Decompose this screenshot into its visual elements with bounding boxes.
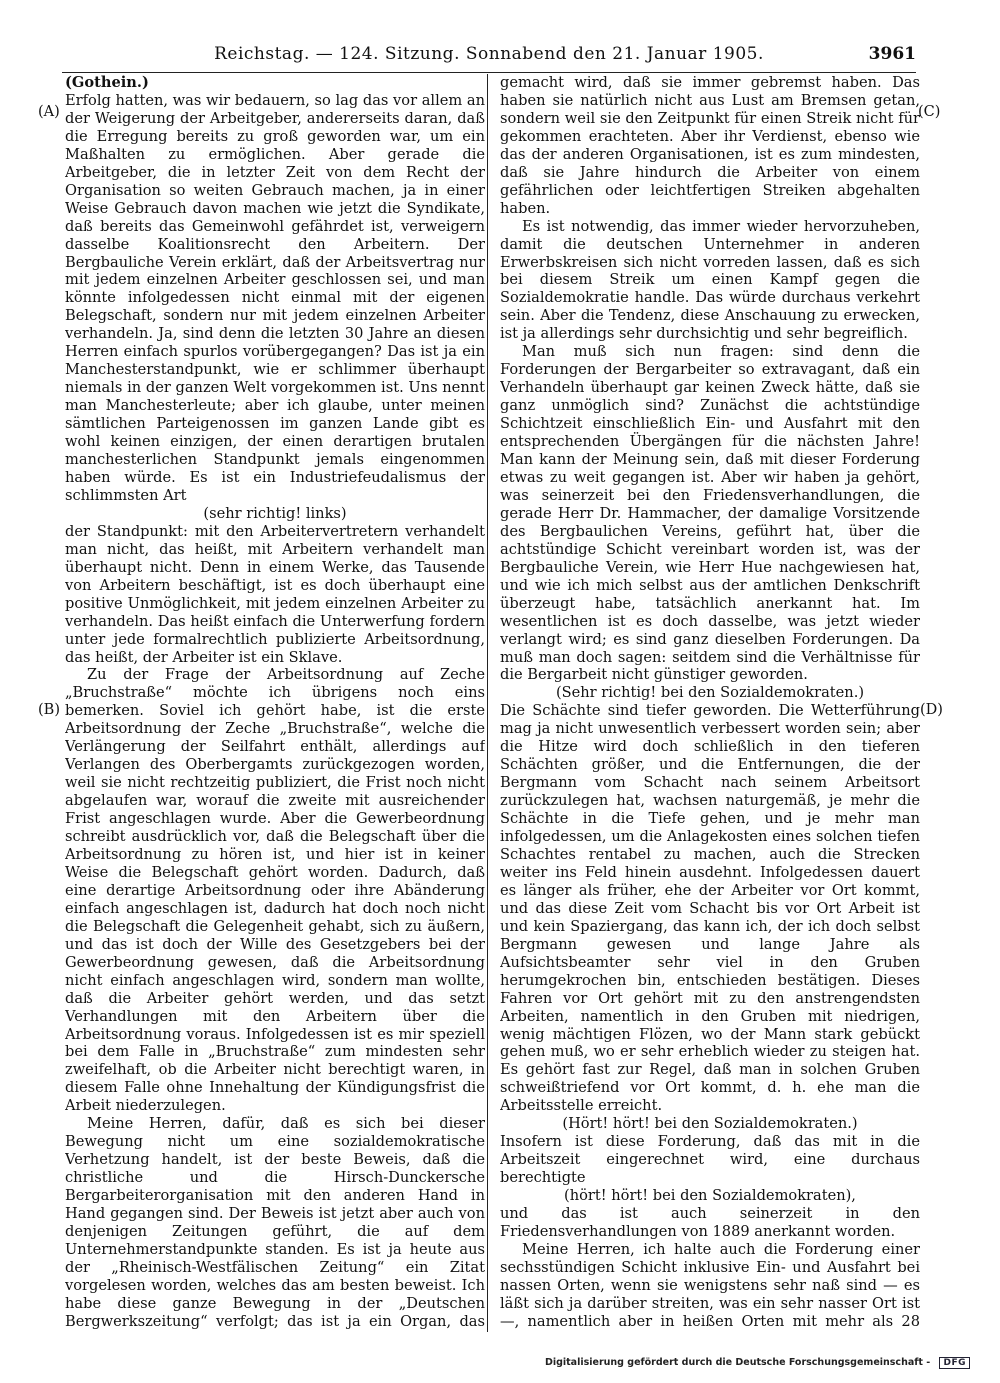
paragraph: Die Schächte sind tiefer geworden. Die Wetterführung mag ja nicht unwesentlich verbessert worden sein; aber die Hitze wird doch schließlich in den tieferen Schächten größer, und die Entfernungen, die der Bergmann vom Schacht nach seinem Arbeitsort zurückzulegen hat, wachsen naturgemäß, je mehr die Schächte in die Tiefe gehen, und je mehr man infolgedessen, um die Anlagekosten eines solchen tiefen Schachtes rentabel zu machen, auch die Strecken weiter ins Feld hinein ausdehnt. Infolgedessen dauert es länger als früher, ehe der Arbeiter vor Ort kommt, und das diese Zeit vom Schacht bis vor Ort Arbeit ist und kein Spaziergang, das kann ich, der ich doch selbst Bergmann gewesen und lange Jahre als Aufsichtsbeamter sehr viel in den Gruben herumgekrochen bin, entschieden bestätigen. Dieses Fahren vor Ort gehört mit zu den anstrengendsten Arbeiten, namentlich in den Gruben mit niedrigen, wenig mächtigen Flözen, wo der Mann stark gebückt gehen muß, wo er sehr erheblich wieder zu steigen hat. Es gehört fast zur Regel, daß man in solchen Gruben schweißtriefend vor Ort kommt, d. h. ehe man die Arbeitsstelle erreicht. bbox=[500, 702, 920, 1115]
left-column bbox=[65, 74, 485, 1332]
header-rule bbox=[62, 72, 916, 73]
paragraph: Zu der Frage der Arbeitsordnung auf Zeche „Bruchstraße“ möchte ich übrigens noch eins bemerken. Soviel ich gehört habe, ist die erste Arbeitsordnung der Zeche „Bruchstraße“, welche die Verlängerung der Seilfahrt enthält, allerdings auf Verlangen des Oberbergamts zurückgezogen worden, weil sie nicht rechtzeitig publiziert, die Frist noch nicht abgelaufen war, worauf die zweite mit ausreichender Frist angeschlagen wurde. Aber die Gewerbeordnung schreibt ausdrücklich vor, daß die Belegschaft über die Arbeitsordnung zu hören ist, und hier ist in keiner Weise die Belegschaft gehört worden. Dadurch, daß eine derartige Arbeitsordnung oder ihre Abänderung einfach angeschlagen ist, dadurch hat doch noch nicht die Belegschaft die Gelegenheit gehabt, sich zu äußern, und das ist doch der Wille des Gesetzgebers bei der Gewerbeordnung gewesen, daß die Arbeitsordnung nicht einfach angeschlagen wird, sondern man wollte, daß die Arbeiter gehört werden, und das setzt Verhandlungen mit den Arbeitern über die Arbeitsordnung voraus. Infolgedessen ist es mir speziell bei dem Falle in „Bruchstraße“ zum mindesten sehr zweifelhaft, ob die Arbeiter nicht berechtigt waren, in diesem Falle ohne Innehaltung der Kündigungsfrist die Arbeit niederzulegen. bbox=[65, 666, 485, 1115]
margin-label-d: (D) bbox=[920, 702, 943, 718]
interjection: (Sehr richtig! bei den Sozialdemokraten.) bbox=[555, 684, 865, 702]
paragraph: gemacht wird, daß sie immer gebremst haben. Das haben sie natürlich nicht aus Lust am Bremsen getan, sondern weil sie den Zeitpunkt für einen Streik nicht für gekommen erachteten. Aber ihr Verdienst, ebenso wie das der anderen Organisationen, ist es zum mindesten, daß sie Jahre hindurch die Arbeiter von einem gefährlichen oder leichtfertigen Streiken abgehalten haben. bbox=[500, 74, 920, 217]
footer-credit bbox=[545, 1357, 970, 1369]
paragraph: Es ist notwendig, das immer wieder hervorzuheben, damit die deutschen Unternehmer in anderen Erwerbskreisen sich nicht vorreden lassen, daß es sich bei diesem Streik um einen Kampf gegen die Sozialdemokratie handle. Das würde durchaus verkehrt sein. Aber die Tendenz, diese Anschauung zu erwecken, ist ja allerdings sehr durchsichtig und sehr begreiflich. bbox=[500, 217, 920, 343]
page-header bbox=[62, 40, 916, 68]
right-column bbox=[500, 74, 920, 1332]
column-divider bbox=[487, 74, 488, 1332]
paragraph: der Standpunkt: mit den Arbeitervertretern verhandelt man nicht, das heißt, mit Arbeitern verhandelt man überhaupt nicht. Denn in einem Werke, das Tausende von Arbeitern beschäftigt, ist es doch überhaupt eine positive Unmöglichkeit, mit jedem einzelnen Arbeiter zu verhandeln. Das heißt einfach die Unterwerfung fordern unter jede formalrechtlich publizierte Arbeitsordnung, das heißt, der Arbeiter ist ein Sklave. bbox=[65, 522, 485, 666]
margin-label-b: (B) bbox=[38, 702, 60, 718]
margin-label-c: (C) bbox=[918, 104, 941, 120]
paragraph: Man muß sich nun fragen: sind denn die Forderungen der Bergarbeiter so extravagant, daß ein Verhandeln überhaupt gar keinen Zweck hätte, daß sie ganz unmöglich sind? Zunächst die achtstündige Schichtzeit einschließlich Ein- und Ausfahrt mit den entsprechenden Übergängen für die nächsten Jahre! Man kann der Meinung sein, daß mit dieser Forderung etwas zu weit gegangen ist. Aber wir haben ja gehört, was seinerzeit bei den Friedensverhandlungen, die gerade Herr Dr. Hammacher, der damalige Vorsitzende des Bergbaulichen Vereins, geführt hat, über die achtstündige Schicht vereinbart worden ist, was der Bergbauliche Verein, wie Herr Hue nachgewiesen hat, und wie ich mich selbst aus der amtlichen Denkschrift überzeugt habe, tatsächlich anerkannt hat. Im wesentlichen ist es doch dasselbe, was jetzt wieder verlangt wird; es sind ganz dieselben Forderungen. Da muß man doch sagen: seitdem sind die Verhältnisse für die Bergarbeit nicht günstiger geworden. bbox=[500, 343, 920, 684]
paragraph: Insofern ist diese Forderung, daß das mit in die Arbeitszeit eingerechnet wird, eine durchaus berechtigte bbox=[500, 1133, 920, 1187]
paragraph: Meine Herren, dafür, daß es sich bei dieser Bewegung nicht um eine sozialdemokratische Verhetzung handelt, ist der beste Beweis, daß die christliche und die Hirsch-Dunckersche Bergarbeiterorganisation mit den anderen Hand in Hand gegangen sind. Der Beweis ist jetzt aber auch von denjenigen Zeitungen geführt, die auf dem Unternehmerstandpunkte standen. Es ist ja heute aus der „Rheinisch-Westfälischen Zeitung“ ein Zitat vorgelesen worden, welches das am besten beweist. Ich habe diese ganze Bewegung in der „Deutschen Bergwerkszeitung“ verfolgt; das ist ja ein Organ, das bbox=[65, 1115, 485, 1330]
interjection: (Hört! hört! bei den Sozialdemokraten.) bbox=[562, 1115, 858, 1133]
running-title: Reichstag. — 124. Sitzung. Sonnabend den 21. Januar 1905. bbox=[214, 44, 764, 64]
interjection: (hört! hört! bei den Sozialdemokraten), bbox=[564, 1187, 856, 1205]
paragraph: Meine Herren, ich halte auch die Forderung einer sechsstündigen Schicht inklusive Ein- und Ausfahrt bei nassen Orten, wenn sie wenigstens sehr naß sind — es läßt sich ja darüber streiten, was ein sehr nasser Ort ist —, namentlich aber in heißen Orten mit mehr als 28 bbox=[500, 1240, 920, 1330]
interjection: (sehr richtig! links) bbox=[203, 504, 347, 522]
page-number: 3961 bbox=[868, 44, 916, 64]
paragraph: Erfolg hatten, was wir bedauern, so lag das vor allem an der Weigerung der Arbeitgeber, andererseits daran, daß die Erregung bereits zu groß geworden war, um ein Maßhalten zu ermöglichen. Aber gerade die Arbeitgeber, die in letzter Zeit von dem Recht der Organisation so weiten Gebrauch machen, ja in einer Weise Gebrauch davon machen wie jetzt die Syndikate, daß bereits das Gemeinwohl gefährdet ist, verweigern dasselbe Koalitionsrecht den Arbeitern. Der Bergbauliche Verein erklärt, daß der Arbeitsvertrag nur mit jedem einzelnen Arbeiter geschlossen sei, und man könnte infolgedessen nicht einmal mit der eigenen Belegschaft, sondern nur mit jedem einzelnen Arbeiter verhandeln. Ja, sind denn die letzten 30 Jahre an diesen Herren einfach spurlos vorübergegangen? Das ist ja ein Manchesterstandpunkt, wie er schlimmer überhaupt niemals in der ganzen Welt vorgekommen ist. Uns nennt man Manchesterleute; aber ich glaube, unter meinen sämtlichen Parteigenossen im ganzen Lande gibt es wohl keinen einzigen, der einen derartigen brutalen manchesterlichen Standpunkt jemals eingenommen haben würde. Es ist ein Industriefeudalismus der schlimmsten Art bbox=[65, 91, 485, 504]
paragraph: und das ist auch seinerzeit in den Friedensverhandlungen von 1889 anerkannt worden. bbox=[500, 1205, 920, 1240]
footer-text: Digitalisierung gefördert durch die Deutsche Forschungsgemeinschaft - bbox=[544, 1357, 931, 1368]
dfg-logo-icon: DFG bbox=[939, 1357, 970, 1369]
speaker-name: (Gothein.) bbox=[65, 74, 149, 91]
margin-label-a: (A) bbox=[38, 104, 60, 120]
